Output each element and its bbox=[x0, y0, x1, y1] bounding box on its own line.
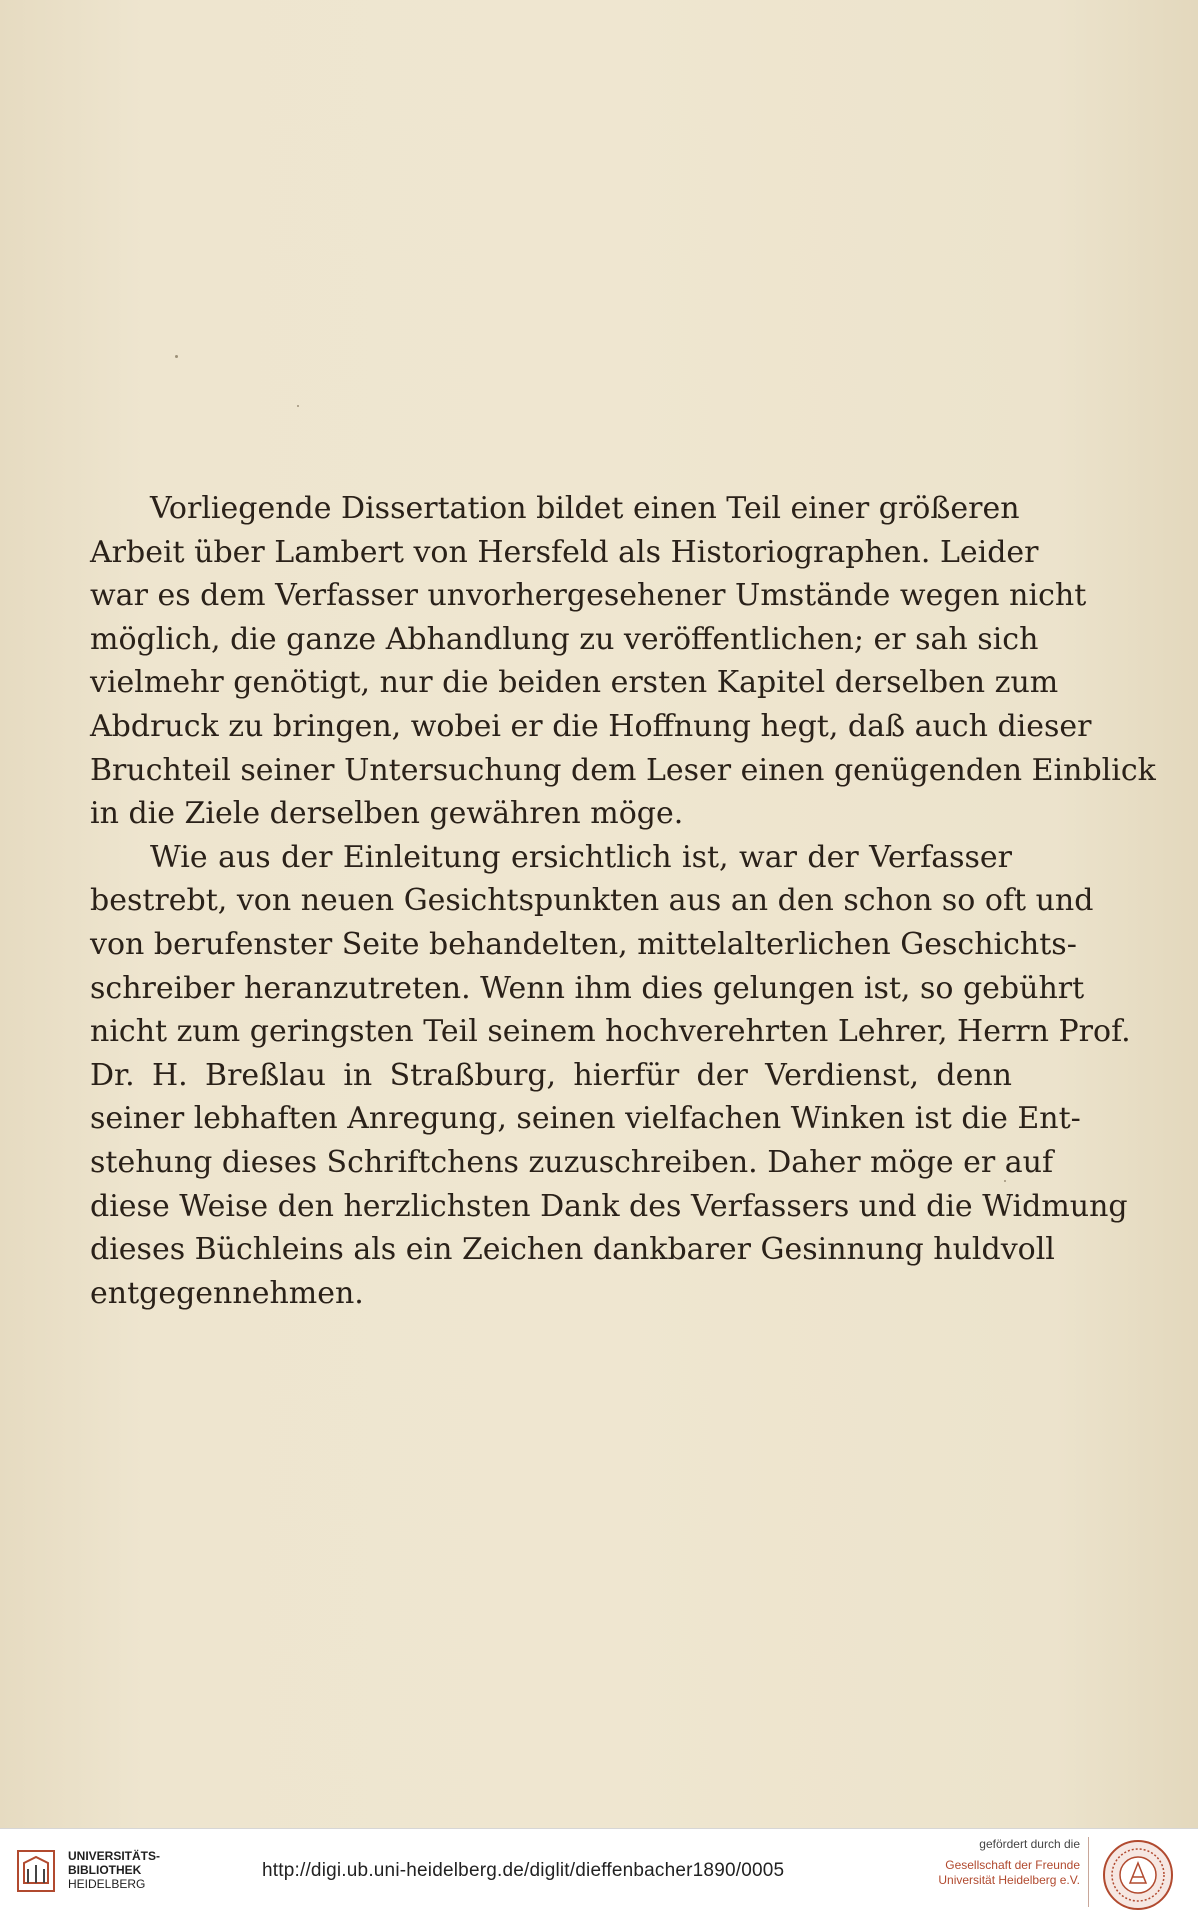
text-line: seiner lebhaften Anregung, seinen vielfachen Winken ist die Ent- bbox=[90, 1101, 1081, 1137]
text-line: Vorliegende Dissertation bildet einen Teil einer größeren bbox=[150, 491, 1020, 526]
text-line: von berufenster Seite behandelten, mittelalterlichen Geschichts- bbox=[90, 926, 1077, 962]
library-name-line: UNIVERSITÄTS- bbox=[68, 1849, 161, 1863]
paper-speck bbox=[175, 355, 178, 358]
permalink-url[interactable]: http://digi.ub.uni-heidelberg.de/diglit/dieffenbacher1890/0005 bbox=[262, 1860, 785, 1881]
library-name bbox=[68, 1849, 160, 1891]
footer-divider bbox=[1088, 1837, 1089, 1907]
text-line: war es dem Verfasser unvorhergesehener Umstände wegen nicht bbox=[90, 578, 1087, 614]
sponsor-note bbox=[910, 1837, 1080, 1888]
text-line: vielmehr genötigt, nur die beiden ersten Kapitel derselben zum bbox=[90, 665, 1059, 701]
paragraph-dedication-2 bbox=[90, 836, 1131, 1316]
library-name-line: HEIDELBERG bbox=[68, 1877, 146, 1891]
text-line: Abdruck zu bringen, wobei er die Hoffnung hegt, daß auch dieser bbox=[90, 708, 1092, 744]
library-name-line: BIBLIOTHEK bbox=[68, 1863, 142, 1877]
text-line: nicht zum geringsten Teil seinem hochverehrten Lehrer, Herrn Prof. bbox=[90, 1014, 1131, 1050]
text-line: stehung dieses Schriftchens zuzuschreiben. Daher möge er auf bbox=[90, 1144, 1054, 1180]
text-line: entgegennehmen. bbox=[90, 1275, 364, 1311]
sponsor-name-line: Universität Heidelberg e.V. bbox=[938, 1873, 1080, 1887]
sponsor-name-line: Gesellschaft der Freunde bbox=[945, 1858, 1080, 1872]
paper-speck bbox=[297, 405, 299, 407]
text-line: in die Ziele derselben gewähren möge. bbox=[90, 796, 684, 832]
text-line: Arbeit über Lambert von Hersfeld als Historiographen. Leider bbox=[90, 534, 1039, 570]
text-line: schreiber heranzutreten. Wenn ihm dies gelungen ist, so gebührt bbox=[90, 970, 1085, 1006]
text-line: Dr. H. Breßlau in Straßburg, hierfür der Verdienst, denn bbox=[90, 1057, 1012, 1093]
sponsor-intro: gefördert durch die bbox=[979, 1837, 1080, 1851]
text-line: bestrebt, von neuen Gesichtspunkten aus an den schon so oft und bbox=[90, 883, 1094, 919]
digitization-footer bbox=[0, 1828, 1198, 1913]
university-seal-icon bbox=[1102, 1839, 1174, 1911]
text-line: Bruchteil seiner Untersuchung dem Leser einen genügenden Einblick bbox=[90, 752, 1156, 788]
text-line: diese Weise den herzlichsten Dank des Verfassers und die Widmung bbox=[90, 1188, 1128, 1224]
text-line: möglich, die ganze Abhandlung zu veröffentlichen; er sah sich bbox=[90, 621, 1039, 657]
body-text bbox=[90, 487, 1156, 1315]
text-line: dieses Büchleins als ein Zeichen dankbarer Gesinnung huldvoll bbox=[90, 1232, 1055, 1268]
ub-heidelberg-logo-icon bbox=[14, 1847, 58, 1895]
paragraph-dedication-1 bbox=[90, 487, 1156, 836]
text-line: Wie aus der Einleitung ersichtlich ist, war der Verfasser bbox=[150, 839, 1012, 875]
